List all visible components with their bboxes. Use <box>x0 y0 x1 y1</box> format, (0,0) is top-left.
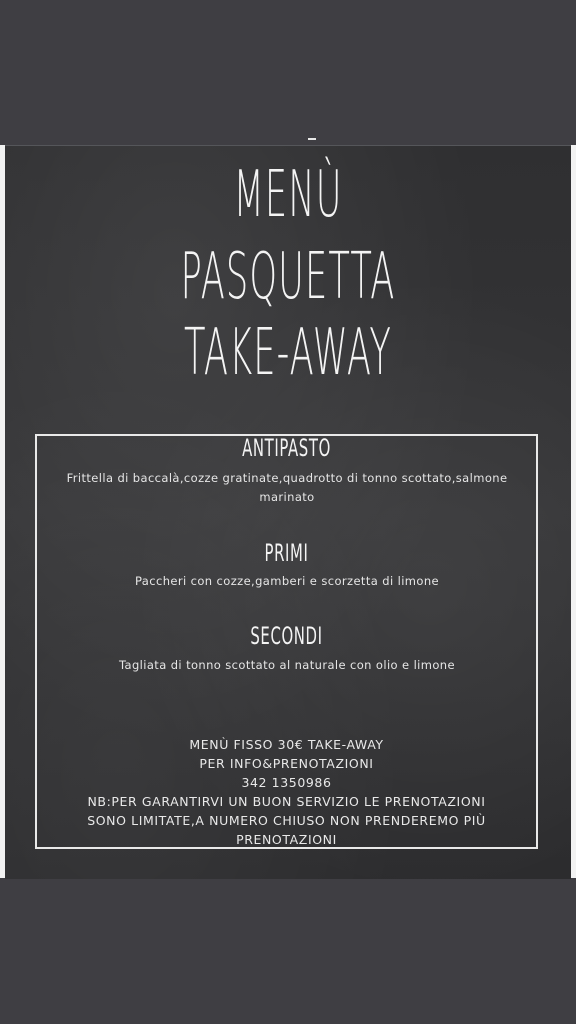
footer-phone: 342 1350986 <box>241 775 332 790</box>
section-heading-primi: PRIMI <box>264 539 309 567</box>
section-text-antipasto: Frittella di baccalà,cozze gratinate,quadrotto di tonno scottato,salmone marinato <box>66 471 508 504</box>
menu-footer <box>37 735 536 849</box>
title-menu: MENÙ <box>233 158 343 232</box>
chalkboard-menu <box>5 145 571 879</box>
title-pasquetta: PASQUETTA <box>180 240 396 314</box>
footer-note-line-1: NB:PER GARANTIRVI UN BUON SERVIZIO LE PRENOTAZIONI <box>87 794 486 809</box>
menu-box <box>35 434 538 849</box>
footer-note-line-3: PRENOTAZIONI <box>236 832 337 847</box>
footer-price: MENÙ FISSO 30€ TAKE-AWAY <box>189 737 384 752</box>
section-heading-antipasto: ANTIPASTO <box>242 434 331 462</box>
top-tick-mark <box>308 138 316 140</box>
footer-info: PER INFO&PRENOTAZIONI <box>199 756 374 771</box>
section-heading-secondi: SECONDI <box>250 622 323 650</box>
title-take-away: TAKE-AWAY <box>184 316 392 390</box>
section-text-primi: Paccheri con cozze,gamberi e scorzetta di limone <box>134 574 439 588</box>
section-text-secondi: Tagliata di tonno scottato al naturale con olio e limone <box>119 658 455 672</box>
right-border-strip <box>571 145 576 878</box>
footer-note-line-2: SONO LIMITATE,A NUMERO CHIUSO NON PRENDEREMO PIÙ <box>87 813 486 828</box>
